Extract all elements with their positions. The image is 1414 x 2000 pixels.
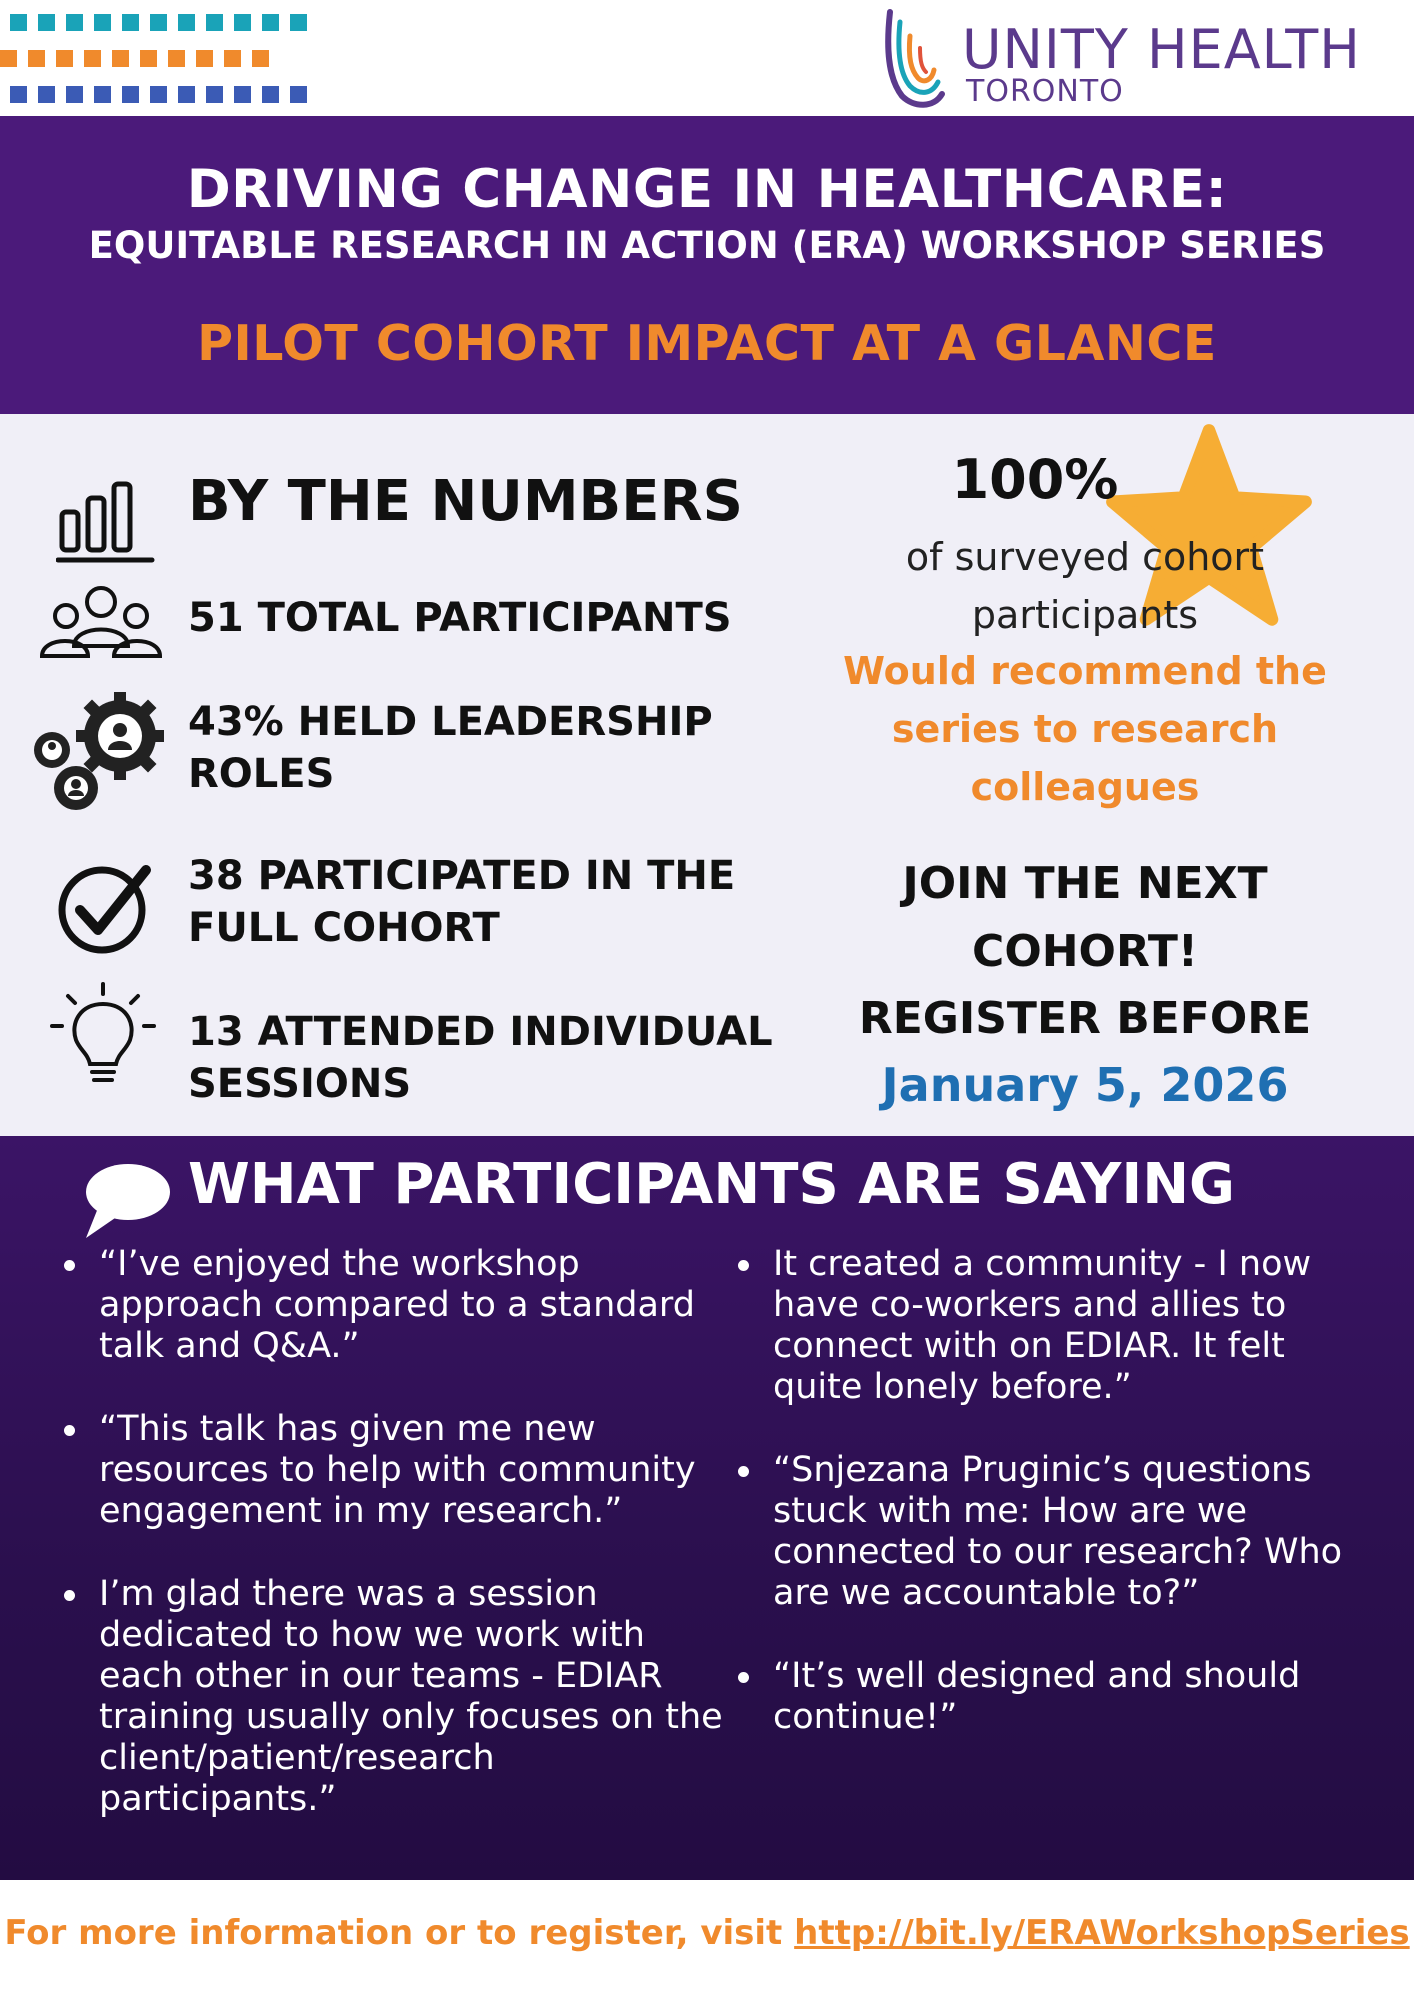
recommend-text: Would recommend the series to research colleagues xyxy=(843,649,1327,809)
page-title: DRIVING CHANGE IN HEALTHCARE: xyxy=(186,159,1228,220)
quotes-heading: WHAT PARTICIPANTS ARE SAYING xyxy=(188,1152,1236,1217)
speech-bubble-icon xyxy=(82,1160,172,1240)
join-cohort-text: JOIN THE NEXT COHORT! xyxy=(902,858,1268,977)
footer-prompt: For more information or to register, visit xyxy=(4,1913,795,1953)
footer xyxy=(0,1880,1414,2000)
page-subtitle: EQUITABLE RESEARCH IN ACTION (ERA) WORKSHOP SERIES xyxy=(88,224,1326,267)
logo-text-unity-health: UNITY HEALTH xyxy=(962,18,1361,81)
gears-people-icon xyxy=(30,688,170,818)
logo-text-toronto: TORONTO xyxy=(966,74,1124,109)
quote-item: “I’ve enjoyed the workshop approach compared to a standard talk and Q&A.” xyxy=(64,1244,724,1367)
stats-panel xyxy=(0,414,1414,1136)
quotes-section xyxy=(0,1136,1414,1880)
bar-chart-icon xyxy=(56,464,156,564)
recommend-subtext: of surveyed cohort participants xyxy=(905,535,1265,637)
stat-full-cohort: 38 PARTICIPATED IN THE FULL COHORT xyxy=(188,853,736,951)
quote-item: “This talk has given me new resources to help with community engagement in my research.” xyxy=(64,1409,724,1532)
quote-item: It created a community - I now have co-workers and allies to connect with on EDIAR. It felt quite lonely before.” xyxy=(738,1244,1378,1408)
register-deadline-date: January 5, 2026 xyxy=(881,1058,1289,1112)
stat-total-participants: 51 TOTAL PARTICIPANTS xyxy=(188,595,732,641)
lightbulb-icon xyxy=(48,982,158,1092)
people-icon xyxy=(36,584,166,664)
quote-item: “Snjezana Pruginic’s questions stuck with me: How are we connected to our research? Who are we accountable to?” xyxy=(738,1450,1378,1614)
unity-health-logo xyxy=(878,8,1398,110)
stat-individual-sessions: 13 ATTENDED INDIVIDUAL SESSIONS xyxy=(188,1009,773,1107)
impact-heading: PILOT COHORT IMPACT AT A GLANCE xyxy=(197,315,1217,372)
quote-item: I’m glad there was a session dedicated to how we work with each other in our teams - EDIAR training usually only focuses on the client/patient/research participants.” xyxy=(64,1574,724,1820)
recommend-percent: 100% xyxy=(951,448,1119,511)
highlight-column xyxy=(840,414,1330,1136)
unity-health-mark-icon xyxy=(880,8,950,108)
footer-text xyxy=(0,1910,1414,1956)
check-circle-icon xyxy=(54,858,154,958)
quote-item: “It’s well designed and should continue!” xyxy=(738,1656,1378,1738)
stat-leadership-roles: 43% HELD LEADERSHIP ROLES xyxy=(188,699,713,797)
quotes-right-list xyxy=(738,1244,1378,1738)
top-band xyxy=(0,0,1414,116)
quotes-left-list xyxy=(64,1244,724,1820)
header-banner xyxy=(0,116,1414,414)
register-link[interactable]: http://bit.ly/ERAWorkshopSeries xyxy=(794,1913,1410,1953)
register-before-text: REGISTER BEFORE xyxy=(858,993,1312,1044)
by-the-numbers-heading: BY THE NUMBERS xyxy=(188,469,743,534)
